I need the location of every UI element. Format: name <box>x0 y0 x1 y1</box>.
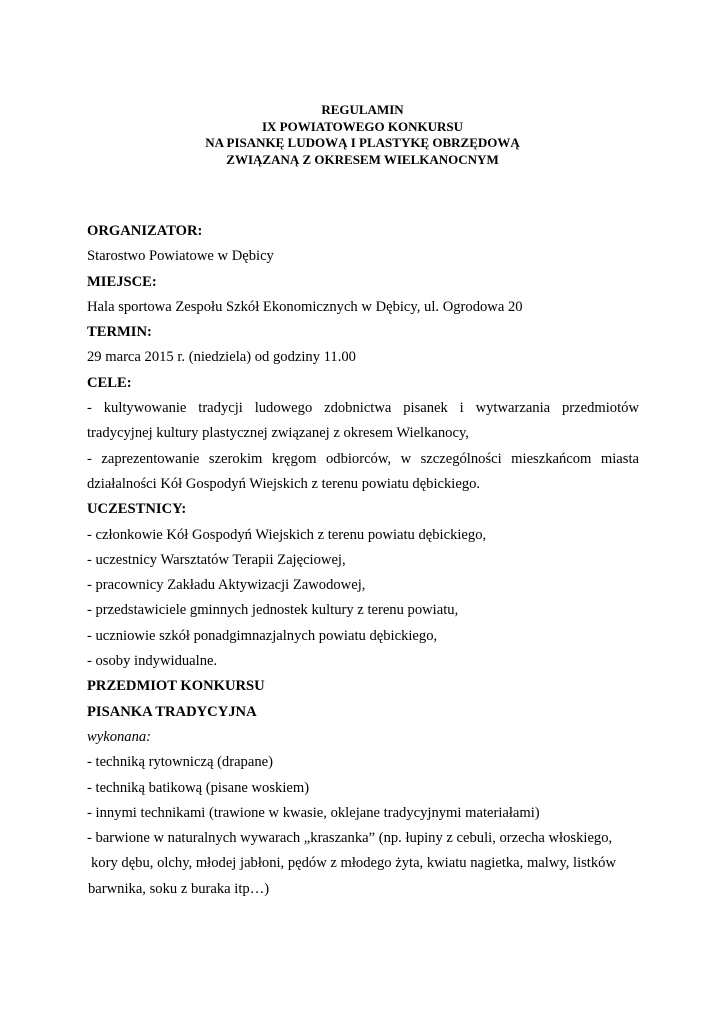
date-text: 29 marca 2015 r. (niedziela) od godziny 11.00 <box>87 349 356 366</box>
goals-item-2-line-2: działalności Kół Gospodyń Wiejskich z terenu powiatu dębickiego. <box>87 475 481 492</box>
participants-item: - osoby indywidualne. <box>87 653 218 670</box>
participants-item: - pracownicy Zakładu Aktywizacji Zawodowej, <box>87 577 366 594</box>
subject-item-continuation-1: kory dębu, olchy, młodej jabłoni, pędów z młodego żyta, kwiatu nagietka, malwy, listków <box>91 855 616 872</box>
goals-item-2-line-1: - zaprezentowanie szerokim kręgom odbiorców, w szczególności mieszkańcom miasta <box>87 450 639 467</box>
subject-item: - innymi technikami (trawione w kwasie, oklejane tradycyjnymi materiałami) <box>87 804 540 821</box>
place-text: Hala sportowa Zespołu Szkół Ekonomicznych w Dębicy, ul. Ogrodowa 20 <box>87 298 523 315</box>
subject-heading: PRZEDMIOT KONKURSU <box>87 678 265 695</box>
subject-subheading: PISANKA TRADYCYJNA <box>87 703 257 720</box>
date-heading: TERMIN: <box>87 324 152 341</box>
participants-heading: UCZESTNICY: <box>87 501 187 518</box>
goals-item-1-line-1: - kultywowanie tradycji ludowego zdobnictwa pisanek i wytwarzania przedmiotów <box>87 400 639 417</box>
document-body <box>87 219 639 902</box>
goals-heading: CELE: <box>87 374 132 391</box>
organizer-heading: ORGANIZATOR: <box>87 223 203 239</box>
participants-item: - uczniowie szkół ponadgimnazjalnych powiatu dębickiego, <box>87 627 438 644</box>
place-heading: MIEJSCE: <box>87 273 157 290</box>
subject-item: - barwione w naturalnych wywarach „kraszanka” (np. łupiny z cebuli, orzecha włoskiego, <box>87 830 613 847</box>
participants-item: - członkowie Kół Gospodyń Wiejskich z terenu powiatu dębickiego, <box>87 526 487 543</box>
goals-item-1-line-2: tradycyjnej kultury plastycznej związanej z okresem Wielkanocy, <box>87 425 469 442</box>
organizer-text: Starostwo Powiatowe w Dębicy <box>87 248 274 265</box>
title-line-1: REGULAMIN <box>321 102 404 117</box>
participants-item: - uczestnicy Warsztatów Terapii Zajęciowej, <box>87 551 346 568</box>
subject-item: - techniką batikową (pisane woskiem) <box>87 779 310 796</box>
participants-item: - przedstawiciele gminnych jednostek kultury z terenu powiatu, <box>87 602 459 619</box>
title-line-4: ZWIĄZANĄ Z OKRESEM WIELKANOCNYM <box>226 151 499 167</box>
subject-made-label: wykonana: <box>87 728 152 745</box>
title-line-3: NA PISANKĘ LUDOWĄ I PLASTYKĘ OBRZĘDOWĄ <box>205 135 520 150</box>
subject-item: - techniką rytowniczą (drapane) <box>87 754 273 771</box>
subject-item-continuation-2: barwnika, soku z buraka itp…) <box>88 880 270 897</box>
title-line-2: IX POWIATOWEGO KONKURSU <box>261 118 464 134</box>
document-title <box>0 102 725 168</box>
